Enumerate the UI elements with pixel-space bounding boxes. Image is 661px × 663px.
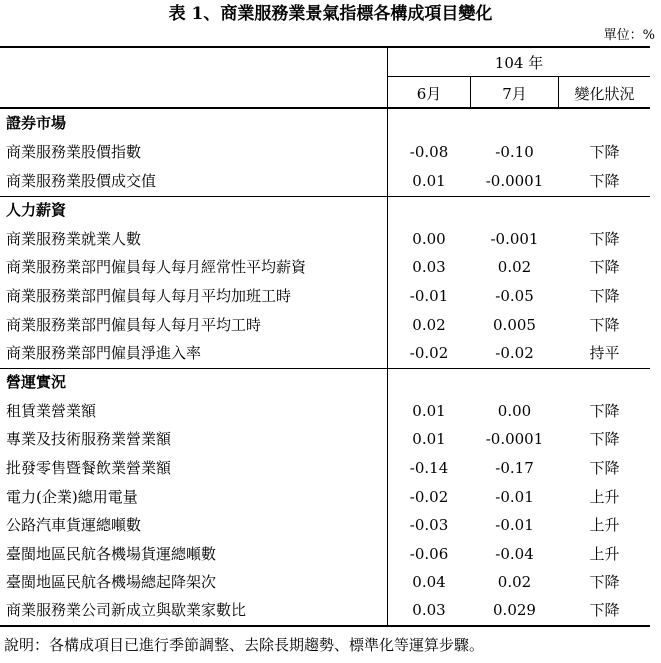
row-change: 持平 [589, 344, 620, 362]
row-jul: -0.17 [495, 459, 534, 477]
row-change: 下降 [589, 230, 620, 248]
row-jun: -0.02 [409, 344, 449, 362]
row-change: 下降 [589, 143, 620, 161]
section-title-securities: 證券市場 [6, 114, 67, 132]
column-divider-main [387, 46, 388, 626]
row-change: 下降 [589, 316, 620, 334]
row-jul: -0.05 [495, 287, 534, 305]
row-jun: -0.03 [409, 516, 449, 534]
unit-label: 單位：% [603, 28, 655, 43]
row-item: 商業服務業部門僱員淨進入率 [6, 344, 202, 362]
section-divider-1 [0, 196, 650, 197]
row-jul: 0.02 [497, 258, 532, 276]
row-jun: -0.01 [409, 287, 449, 305]
row-item: 臺閩地區民航各機場總起降架次 [6, 573, 217, 591]
row-change: 下降 [589, 573, 620, 591]
header-year: 104 年 [494, 54, 544, 72]
row-change: 上升 [589, 488, 620, 506]
section-title-operations: 營運實況 [6, 373, 67, 391]
row-item: 商業服務業股價指數 [6, 143, 142, 161]
row-jun: -0.14 [409, 459, 449, 477]
row-jun: -0.08 [409, 143, 449, 161]
row-jun: 0.01 [412, 402, 446, 420]
row-item: 商業服務業股價成交值 [6, 172, 157, 190]
row-item: 公路汽車貨運總噸數 [6, 516, 142, 534]
row-jul: -0.01 [495, 488, 534, 506]
row-jul: -0.001 [490, 230, 539, 248]
section-divider-2 [0, 368, 650, 369]
header-divider [387, 76, 650, 77]
row-change: 下降 [589, 258, 620, 276]
table-top-border [0, 46, 650, 48]
row-change: 下降 [589, 287, 620, 305]
row-item: 專業及技術服務業營業額 [6, 430, 172, 448]
row-jun: 0.00 [412, 230, 446, 248]
row-jun: 0.03 [412, 601, 446, 619]
table-title: 表 1、商業服務業景氣指標各構成項目變化 [168, 4, 493, 24]
row-jun: 0.01 [412, 430, 446, 448]
row-jul: -0.0001 [485, 172, 544, 190]
row-jul: -0.02 [495, 344, 534, 362]
header-jun: 6月 [416, 85, 442, 103]
row-jul: -0.10 [495, 143, 534, 161]
row-change: 下降 [589, 402, 620, 420]
row-change: 下降 [589, 459, 620, 477]
row-jul: 0.005 [493, 316, 536, 334]
section-title-labor: 人力薪資 [6, 201, 67, 219]
row-jul: 0.00 [497, 402, 532, 420]
row-jul: -0.04 [495, 545, 534, 563]
row-item: 商業服務業部門僱員每人每月平均工時 [6, 316, 262, 334]
row-jul: 0.029 [493, 601, 536, 619]
row-item: 商業服務業公司新成立與歇業家數比 [6, 601, 247, 619]
row-item: 商業服務業部門僱員每人每月平均加班工時 [6, 287, 292, 305]
row-jun: 0.03 [412, 258, 446, 276]
row-change: 上升 [589, 516, 620, 534]
header-bottom-border [0, 107, 650, 109]
row-jun: -0.02 [409, 488, 449, 506]
header-jul: 7月 [502, 85, 527, 103]
row-change: 下降 [589, 601, 620, 619]
row-jul: -0.0001 [485, 430, 544, 448]
row-jul: 0.02 [497, 573, 532, 591]
row-jul: -0.01 [495, 516, 534, 534]
footnote: 說明：各構成項目已進行季節調整、去除長期趨勢、標準化等運算步驟。 [4, 636, 485, 654]
row-change: 下降 [589, 172, 620, 190]
row-item: 電力(企業)總用電量 [6, 488, 138, 506]
row-change: 下降 [589, 430, 620, 448]
row-change: 上升 [589, 545, 620, 563]
table-bottom-border [0, 625, 650, 627]
row-item: 租賃業營業額 [6, 402, 97, 420]
row-item: 批發零售暨餐飲業營業額 [6, 459, 172, 477]
header-change: 變化狀況 [574, 85, 635, 103]
row-jun: 0.04 [412, 573, 446, 591]
row-jun: 0.02 [412, 316, 446, 334]
row-item: 臺閩地區民航各機場貨運總噸數 [6, 545, 217, 563]
row-item: 商業服務業就業人數 [6, 230, 142, 248]
row-item: 商業服務業部門僱員每人每月經常性平均薪資 [6, 258, 307, 276]
row-jun: 0.01 [412, 172, 446, 190]
row-jun: -0.06 [409, 545, 449, 563]
